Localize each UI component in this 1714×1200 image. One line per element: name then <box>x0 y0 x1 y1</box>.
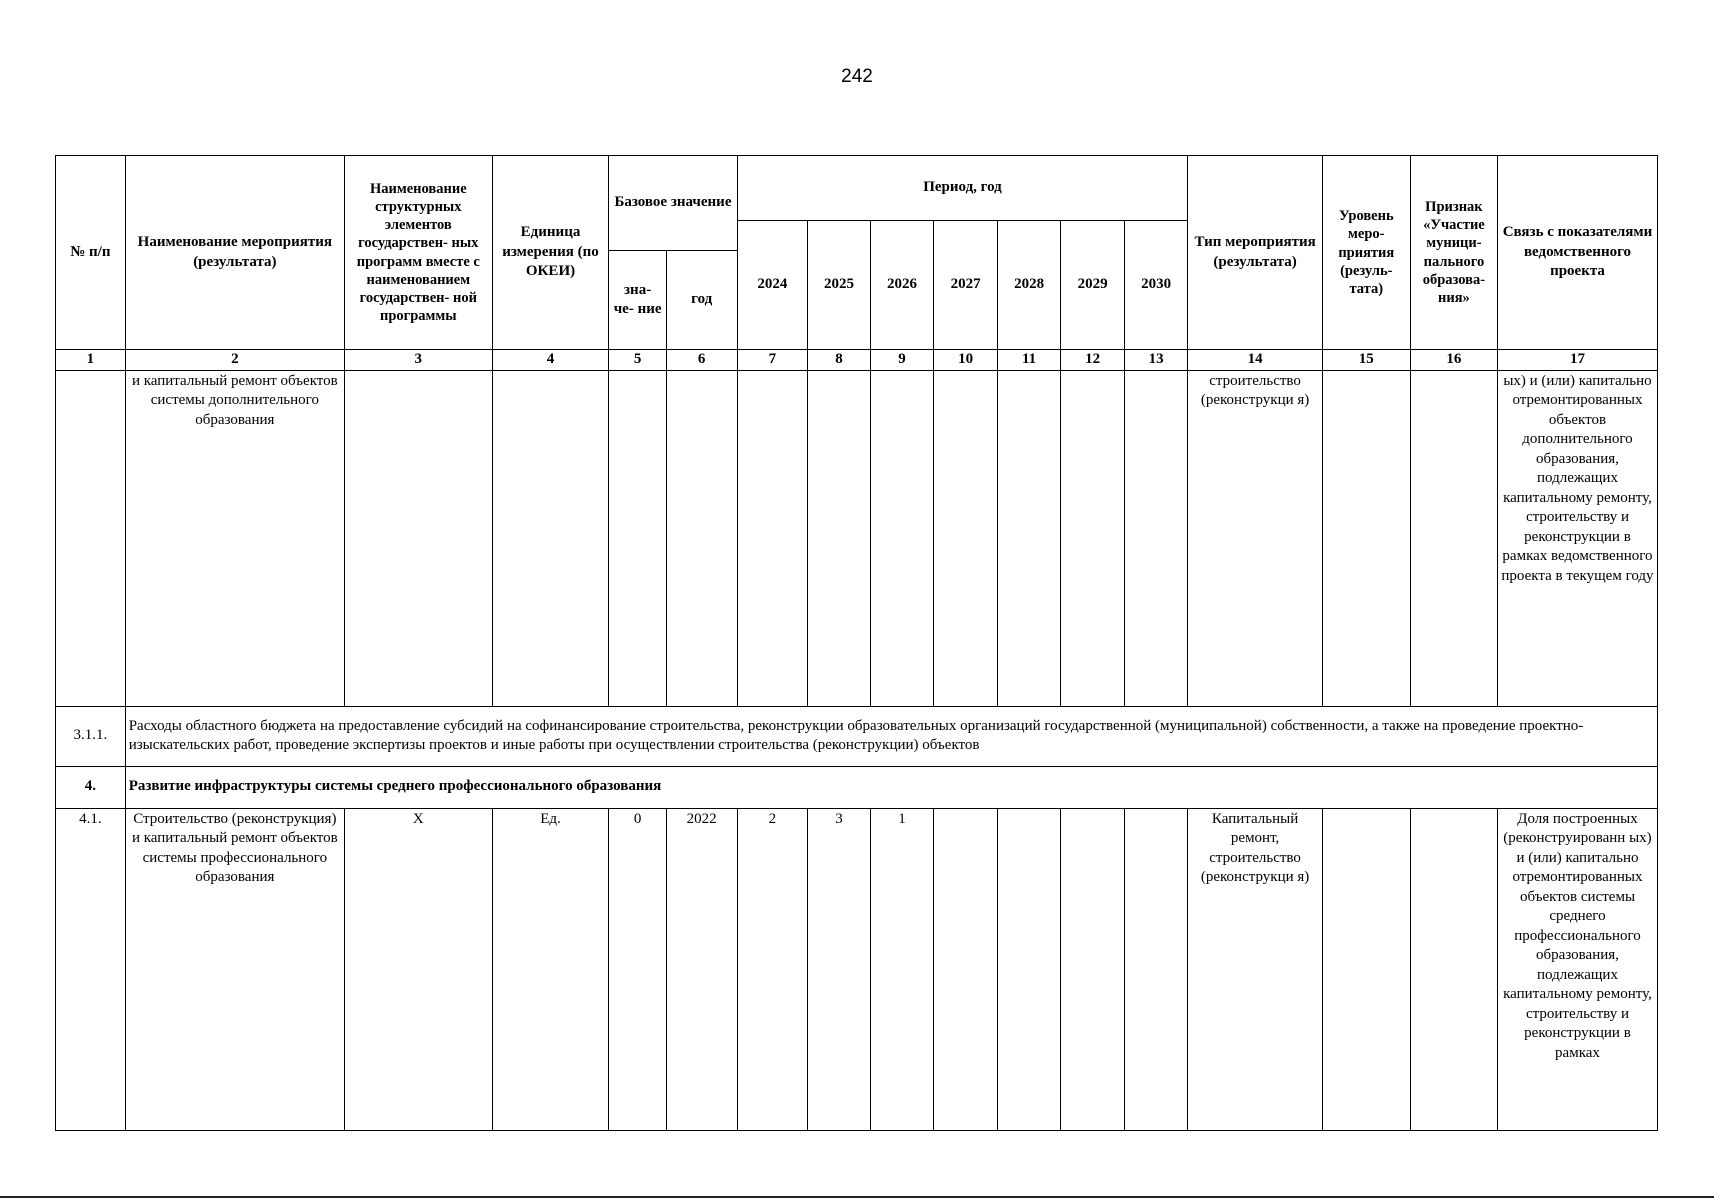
cont-project-link: ых) и (или) капитально отремонтированных объектов дополнительного образования, подлежащих капитальному ремонту, строительству и реконструкции в рамках ведомственного проекта в текущем году <box>1497 370 1657 706</box>
header-base-value-value: зна- че- ние <box>609 251 666 350</box>
header-base-value-year: год <box>666 251 737 350</box>
header-year-2030: 2030 <box>1124 221 1188 350</box>
header-event-level: Уровень меро- приятия (резуль- тата) <box>1322 156 1410 350</box>
column-number: 4 <box>492 350 609 371</box>
row-4-1-project-link: Доля построенных (реконструированн ых) и (или) капитально отремонтированных объектов системы среднего профессионального образования, подлежащих капитальному ремонту, строительству и реконструкции в рамках <box>1497 808 1657 1130</box>
row-number: 4. <box>56 766 126 808</box>
column-number: 1 <box>56 350 126 371</box>
row-3-1-1-text: Расходы областного бюджета на предоставление субсидий на софинансирование строительства, реконструкции образовательных организаций государственной (муниципальной) собственности, а также на проведение проектно-изыскательских работ, проведение экспертизы проектов и иные работы при осуществлении строительства (реконструкции) объектов <box>125 706 1657 766</box>
row-4-1-structural: Х <box>345 808 493 1130</box>
page-bottom-edge <box>0 1196 1714 1198</box>
column-number: 11 <box>997 350 1061 371</box>
row-4-1-event-type: Капитальный ремонт, строительство (реконструкци я) <box>1188 808 1322 1130</box>
table-row-4 <box>56 766 1658 808</box>
column-number: 8 <box>808 350 871 371</box>
row-4-1-unit: Ед. <box>492 808 609 1130</box>
table-row-3-1-1 <box>56 706 1658 766</box>
cont-event-type: строительство (реконструкци я) <box>1188 370 1322 706</box>
row-4-1-2025: 3 <box>808 808 871 1130</box>
column-number: 6 <box>666 350 737 371</box>
table-row-4-1 <box>56 808 1658 1130</box>
header-event-type: Тип мероприятия (результата) <box>1188 156 1322 350</box>
column-numbers-row <box>56 350 1658 371</box>
header-base-value: Базовое значение <box>609 156 737 251</box>
column-number: 12 <box>1061 350 1125 371</box>
header-project-link: Связь с показателями ведомственного проекта <box>1497 156 1657 350</box>
header-period: Период, год <box>737 156 1188 221</box>
row-number: 4.1. <box>56 808 126 1130</box>
header-event-name: Наименование мероприятия (результата) <box>125 156 344 350</box>
header-num: № п/п <box>56 156 126 350</box>
page-number: 242 <box>841 66 873 87</box>
header-year-2029: 2029 <box>1061 221 1125 350</box>
column-number: 2 <box>125 350 344 371</box>
column-number: 5 <box>609 350 666 371</box>
header-year-2025: 2025 <box>808 221 871 350</box>
row-4-1-base-year: 2022 <box>666 808 737 1130</box>
row-4-1-2026: 1 <box>870 808 934 1130</box>
column-number: 9 <box>870 350 934 371</box>
header-municipal-participation: Признак «Участие муници- пального образова- ния» <box>1410 156 1497 350</box>
header-year-2026: 2026 <box>870 221 934 350</box>
header-year-2028: 2028 <box>997 221 1061 350</box>
row-4-1-base-value: 0 <box>609 808 666 1130</box>
row-4-text: Развитие инфраструктуры системы среднего профессионального образования <box>125 766 1657 808</box>
row-4-1-event-name: Строительство (реконструкция) и капитальный ремонт объектов системы профессионального образования <box>125 808 344 1130</box>
table-row-continuation <box>56 370 1658 706</box>
header-structural-elements: Наименование структурных элементов государствен- ных программ вместе с наименованием государствен- ной программы <box>345 156 493 350</box>
column-number: 14 <box>1188 350 1322 371</box>
header-year-2024: 2024 <box>737 221 808 350</box>
column-number: 17 <box>1497 350 1657 371</box>
row-number: 3.1.1. <box>56 706 126 766</box>
events-table <box>55 155 1658 1131</box>
column-number: 13 <box>1124 350 1188 371</box>
column-number: 3 <box>345 350 493 371</box>
column-number: 7 <box>737 350 808 371</box>
header-row-1 <box>56 156 1658 221</box>
column-number: 16 <box>1410 350 1497 371</box>
header-unit: Единица измерения (по ОКЕИ) <box>492 156 609 350</box>
column-number: 10 <box>934 350 998 371</box>
cont-event-name: и капитальный ремонт объектов системы дополнительного образования <box>125 370 344 706</box>
header-year-2027: 2027 <box>934 221 998 350</box>
column-number: 15 <box>1322 350 1410 371</box>
row-4-1-2024: 2 <box>737 808 808 1130</box>
